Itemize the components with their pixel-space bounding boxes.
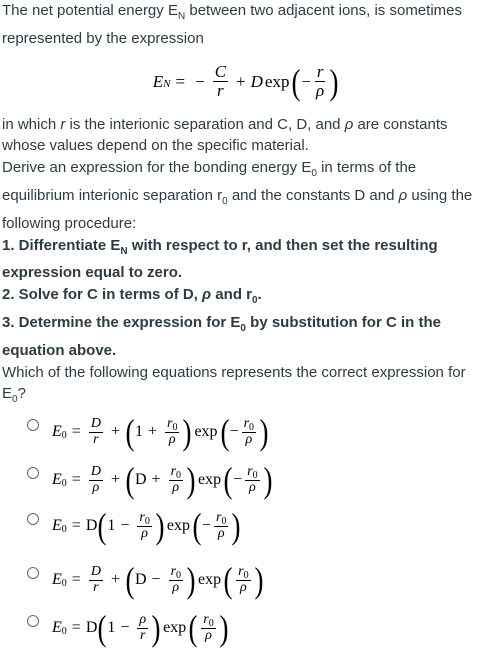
step-1: 1. Differentiate $E_N$ with respect to r, and then set the resulting expression equal to zero. xyxy=(2,236,438,282)
question-text xyxy=(2,0,490,411)
question-task: Derive an expression for the bonding energy $E_0$ in terms of the equilibrium interionic separation $r_0$ and the constants D and ρ using the following procedure: xyxy=(2,159,473,232)
option-3-equation: E 0 = D ( 1 − $\frac{r_0}{\rho}$ ) exp ( − $\frac{r_0}{\rho}$ ) xyxy=(52,506,241,546)
option-2-equation: E 0 = $\frac{D}{\rho}$ + ( D + $\frac{r_0}{\rho}$ ) exp ( − $\frac{r_0}{\rho}$ ) xyxy=(52,460,273,500)
option-2-radio[interactable] xyxy=(27,467,39,479)
option-5-radio[interactable] xyxy=(27,615,39,627)
option-5-equation: E 0 = D ( 1 − $\frac{\rho}{r}$ ) exp ( $\frac{r_0}{\rho}$ ) xyxy=(52,608,229,648)
step-2: 2. Solve for C in terms of D, ρ and $r_0$. xyxy=(2,286,262,307)
potential-energy-equation: E N = − $\frac{C}{r}$ + D exp ( − $\frac{r}{\rho}$ ) xyxy=(152,61,339,102)
step-3: 3. Determine the expression for $E_0$ by substitution for C in the equation above. xyxy=(2,313,441,359)
option-1-equation: E 0 = $\frac{D}{r}$ + ( 1 + $\frac{r_0}{\rho}$ ) exp ( − $\frac{r_0}{\rho}$ ) xyxy=(52,412,269,452)
option-1-radio[interactable] xyxy=(27,419,39,431)
option-3-radio[interactable] xyxy=(27,513,39,525)
question-ask: Which of the following equations represents the correct expression for $E_0$? xyxy=(2,363,466,406)
option-4-radio[interactable] xyxy=(27,567,39,579)
question-definitions: in which r is the interionic separation and C, D, and ρ are constants whose values depend on the specific material. xyxy=(2,115,448,155)
question-intro: The net potential energy $E_N$ between two adjacent ions, is sometimes represented by the expression xyxy=(2,2,462,47)
option-4-equation: E 0 = $\frac{D}{r}$ + ( D − $\frac{r_0}{\rho}$ ) exp ( $\frac{r_0}{\rho}$ ) xyxy=(52,560,264,600)
